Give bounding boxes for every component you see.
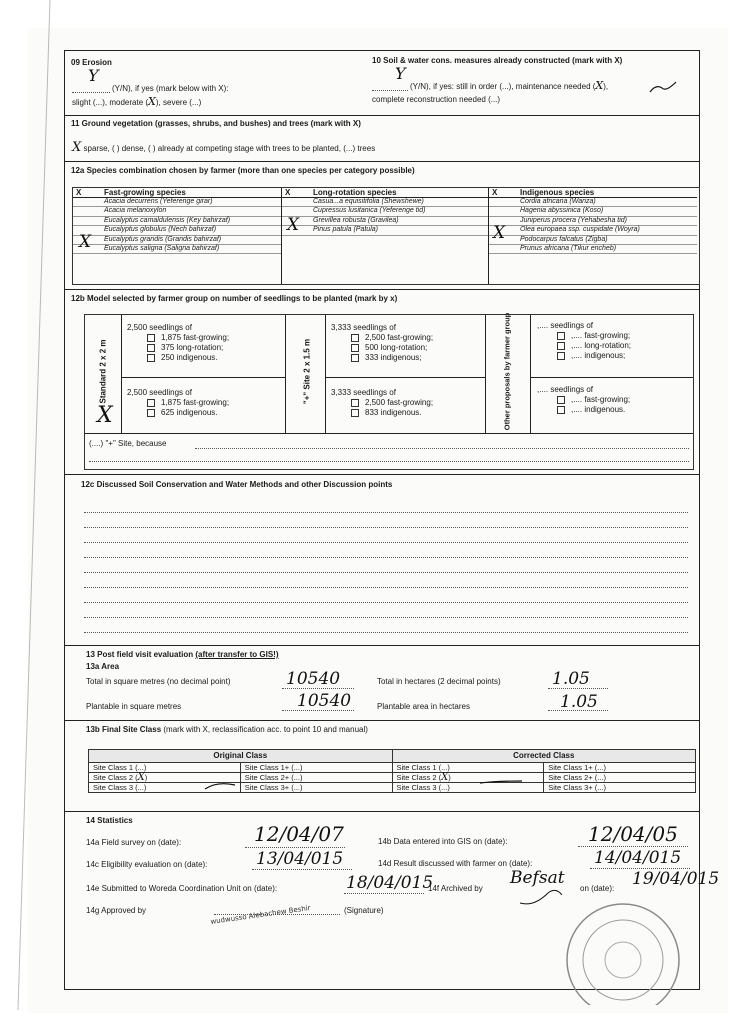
- long-species: Grevillea robusta (Gravilea): [310, 216, 488, 225]
- long-mark: X: [287, 215, 300, 235]
- long-species: Pinus patula (Patula): [310, 226, 488, 235]
- row-divider: [85, 433, 693, 434]
- fast-species: Acacia decurrens (Yeferenge girar): [101, 198, 281, 207]
- plus-site-reason-line[interactable]: [195, 448, 689, 449]
- fast-species: Eucalyptus globulus (Nech bahirzaf): [101, 226, 281, 235]
- orig-class-cell-marked: [89, 773, 241, 783]
- plant-sqm-value: 10540: [297, 691, 352, 711]
- plus-a-item: 2,500 fast-growing;: [365, 333, 434, 342]
- orig-class-2-label: Site Class 2 (: [93, 773, 138, 782]
- gis-entry-label: 14b Data entered into GIS on (date):: [378, 837, 508, 846]
- swc-yn-dots: [372, 90, 408, 91]
- col-divider: [285, 315, 286, 433]
- orig-class-cell: Site Class 3 (...): [89, 783, 241, 793]
- orig-class-close: ): [144, 773, 148, 782]
- swc-line2: complete reconstruction needed (...): [372, 95, 501, 104]
- field-line: [578, 846, 688, 847]
- discussion-title: 12c Discussed Soil Conservation and Water Methods and other Discussion points: [81, 480, 393, 489]
- checkbox[interactable]: [147, 409, 155, 417]
- discussion-line[interactable]: [84, 602, 688, 603]
- corr-class-cell: Site Class 3+ (...): [544, 783, 696, 793]
- final-class-title: [86, 725, 368, 735]
- eligibility-label: 14c Eligibility evaluation on (date):: [86, 860, 208, 869]
- plus-b-head: 3,333 seedlings of: [331, 388, 396, 397]
- col-x: X: [282, 188, 310, 198]
- final-class-title-text: 13b Final Site Class: [86, 725, 162, 734]
- other-proposals-label: Other proposals by farmer group: [502, 312, 512, 431]
- orig-class-cell: Site Class 1+ (...): [240, 763, 392, 773]
- approved-by-label: 14g Approved by: [86, 906, 147, 915]
- plant-ha-label: Plantable area in hectares: [377, 702, 470, 711]
- checkbox[interactable]: [351, 399, 359, 407]
- erosion-options: [72, 97, 201, 108]
- post-visit-title: [86, 650, 279, 660]
- official-seal-icon: [548, 895, 698, 1005]
- orig-class-cell: Site Class 3+ (...): [240, 783, 392, 793]
- std-a-item: 375 long-rotation;: [161, 343, 224, 352]
- corr-class-cell: Site Class 1 (...): [392, 763, 544, 773]
- other-b-item: ,.... indigenous.: [571, 405, 626, 414]
- long-header: Long-rotation species: [310, 188, 488, 198]
- vegetation-options: [72, 140, 376, 155]
- swc-title: 10 Soil & water cons. measures already constructed (mark with X): [372, 56, 623, 65]
- species-title: 12a Species combination chosen by farmer (more than one species per category possible): [71, 166, 415, 175]
- total-ha-value: 1.05: [552, 669, 590, 689]
- post-visit-title-text: 13 Post field visit evaluation: [86, 650, 194, 659]
- other-a-item: ,.... long-rotation;: [571, 341, 632, 350]
- field-line: [344, 893, 424, 894]
- corr-class-cell: Site Class 1+ (...): [544, 763, 696, 773]
- col-divider: [325, 315, 326, 433]
- discussion-line[interactable]: [84, 632, 688, 633]
- orig-class-cell: Site Class 1 (...): [89, 763, 241, 773]
- discussion-line[interactable]: [84, 542, 688, 543]
- swc-line1-text: (Y/N), if yes: still in order (...), maintenance needed (: [410, 82, 596, 91]
- std-b-item: 625 indigenous.: [161, 408, 218, 417]
- indig-mark: X: [493, 223, 506, 243]
- signature-label: (Signature): [344, 906, 384, 915]
- archived-label: 14f Archived by: [428, 884, 483, 893]
- other-a-block: [537, 321, 631, 361]
- statistics-title: 14 Statistics: [86, 816, 133, 825]
- plus-site-label: "+" Site 2 x 1.5 m: [302, 338, 312, 405]
- field-survey-date: 12/04/07: [254, 822, 344, 846]
- divider: [64, 474, 700, 475]
- divider: [64, 115, 700, 116]
- final-class-subtitle: (mark with X, reclassification acc. to point 10 and manual): [163, 725, 368, 734]
- total-sqm-value: 10540: [286, 669, 341, 689]
- indig-header: Indigenous species: [517, 188, 697, 198]
- eligibility-date: 13/04/015: [256, 849, 344, 869]
- corr-class-cell: Site Class 3 (...): [392, 783, 544, 793]
- plus-a-item: 500 long-rotation;: [365, 343, 428, 352]
- other-b-head: ,.... seedlings of: [537, 385, 594, 394]
- fast-species: Eucalyptus saligna (Saligna bahirzaf): [101, 245, 281, 254]
- erosion-moderate: moderate (: [109, 98, 149, 107]
- std-b-item: 1,875 fast-growing;: [161, 398, 230, 407]
- std-a-item: 1,875 fast-growing;: [161, 333, 230, 342]
- indig-species: Cordia africana (Wanza): [517, 198, 697, 207]
- other-a-item: ,.... fast-growing;: [571, 331, 631, 340]
- std-b-head: 2,500 seedlings of: [127, 388, 192, 397]
- checkbox[interactable]: [351, 334, 359, 342]
- field-line: [548, 710, 608, 711]
- col-divider: [530, 315, 531, 433]
- swc-line1-end: ),: [603, 82, 609, 91]
- discussion-line[interactable]: [84, 527, 688, 528]
- divider: [64, 811, 700, 812]
- field-line: [282, 688, 354, 689]
- plant-ha-value: 1.05: [560, 692, 598, 712]
- std-a-head: 2,500 seedlings of: [127, 323, 192, 332]
- discussion-line[interactable]: [84, 512, 688, 513]
- corr-class-close: ): [448, 773, 451, 782]
- model-mark: X: [97, 403, 113, 428]
- plus-a-item: 333 indigenous;: [365, 353, 422, 362]
- total-sqm-label: Total in square metres (no decimal point): [86, 677, 231, 686]
- divider: [64, 289, 700, 290]
- checkbox[interactable]: [557, 406, 565, 414]
- col-divider: [121, 315, 122, 433]
- fast-species: Eucalyptus grandis (Grandis bahirzaf): [101, 235, 281, 244]
- checkbox[interactable]: [147, 334, 155, 342]
- checkbox[interactable]: [147, 399, 155, 407]
- corr-class-cell-marked: [392, 773, 544, 783]
- std-b-block: [127, 388, 229, 418]
- other-b-block: [537, 385, 630, 415]
- erosion-severe: severe (...): [163, 98, 202, 107]
- indig-species: Podocarpus falcatus (Zigba): [517, 235, 697, 244]
- erosion-yn-dots: [72, 92, 110, 93]
- fast-mark: X: [79, 232, 92, 252]
- archived-on-label: on (date):: [580, 884, 615, 893]
- original-class-header: Original Class: [89, 750, 393, 763]
- orig-class-cell: Site Class 2+ (...): [240, 773, 392, 783]
- erosion-moderate-end: ),: [155, 98, 161, 107]
- field-survey-label: 14a Field survey on (date):: [86, 838, 182, 847]
- checkbox[interactable]: [557, 342, 565, 350]
- checkbox[interactable]: [557, 332, 565, 340]
- erosion-line1: (Y/N), if yes (mark below with X):: [112, 84, 229, 93]
- row-divider: [325, 377, 485, 378]
- erosion-yn-value: Y: [88, 66, 99, 85]
- plus-a-head: 3,333 seedlings of: [331, 323, 396, 332]
- erosion-slight: slight (...),: [72, 98, 108, 107]
- plant-sqm-label: Plantable in square metres: [86, 702, 182, 711]
- field-line: [282, 710, 354, 711]
- checkbox[interactable]: [351, 409, 359, 417]
- erosion-moderate-mark: X: [148, 95, 156, 108]
- fast-header: Fast-growing species: [101, 188, 281, 198]
- checkbox[interactable]: [351, 344, 359, 352]
- plus-b-block: [331, 388, 433, 418]
- checkbox[interactable]: [557, 396, 565, 404]
- row-divider: [530, 377, 693, 378]
- field-line: [245, 847, 345, 848]
- model-table: [84, 314, 694, 470]
- col-divider: [485, 315, 486, 433]
- checkbox[interactable]: [557, 352, 565, 360]
- divider: [64, 645, 700, 646]
- vegetation-title: 11 Ground vegetation (grasses, shrubs, and bushes) and trees (mark with X): [71, 119, 361, 128]
- post-visit-title-note: (after transfer to GIS!): [195, 650, 279, 659]
- other-a-item: ,.... indigenous;: [571, 351, 626, 360]
- area-title: 13a Area: [86, 662, 120, 671]
- orig-class-mark: X: [137, 772, 145, 783]
- other-b-item: ,.... fast-growing;: [571, 395, 631, 404]
- indig-species: Hagenia abyssinica (Koso): [517, 207, 697, 216]
- swc-line1: [410, 81, 608, 92]
- indig-species: Prunus africana (Tikur encheb): [517, 245, 697, 254]
- fast-species: Eucalyptus camaldulensis (Key bahirzaf): [101, 216, 281, 225]
- fast-species: Acacia melanoxylon: [101, 207, 281, 216]
- plus-site-reason-label: (....) "+" Site, because: [89, 439, 167, 448]
- checkbox[interactable]: [147, 354, 155, 362]
- other-a-head: ,.... seedlings of: [537, 321, 594, 330]
- row-divider: [121, 377, 285, 378]
- archived-date: 19/04/015: [632, 869, 720, 889]
- plus-b-item: 833 indigenous.: [365, 408, 422, 417]
- corrected-class-header: Corrected Class: [392, 750, 696, 763]
- corr-class-mark: X: [441, 772, 449, 783]
- corr-class-cell: Site Class 2+ (...): [544, 773, 696, 783]
- std-a-block: [127, 323, 229, 363]
- species-table: [72, 187, 700, 285]
- discussion-line[interactable]: [84, 587, 688, 588]
- col-x: X: [73, 188, 101, 198]
- total-ha-label: Total in hectares (2 decimal points): [377, 677, 501, 686]
- result-discussed-label: 14d Result discussed with farmer on (date):: [378, 859, 533, 868]
- erosion-title: 09 Erosion: [71, 58, 112, 67]
- swc-yn-value: Y: [395, 64, 406, 83]
- std-a-item: 250 indigenous.: [161, 353, 218, 362]
- indig-species: Olea europaea ssp. cuspidate (Woyra): [517, 226, 697, 235]
- corr-class-2-label: Site Class 2 (: [396, 773, 442, 782]
- divider: [64, 720, 700, 721]
- discussion-line[interactable]: [84, 557, 688, 558]
- gis-entry-date: 12/04/05: [588, 822, 678, 846]
- checkbox[interactable]: [351, 354, 359, 362]
- indig-species: Juniperus procera (Yehabesha tid): [517, 216, 697, 225]
- divider: [64, 161, 700, 162]
- field-line: [252, 869, 352, 870]
- archived-by-name: Befsat: [510, 868, 565, 888]
- woreda-submit-date: 18/04/015: [346, 873, 434, 893]
- model-title: 12b Model selected by farmer group on number of seedlings to be planted (mark by x): [71, 294, 398, 303]
- swc-maint-mark: X: [595, 79, 604, 92]
- vegetation-text: sparse, ( ) dense, ( ) already at competing stage with trees to be planted, (...) trees: [83, 144, 376, 153]
- woreda-submit-label: 14e Submitted to Woreda Coordination Unit on (date):: [86, 884, 278, 893]
- discussion-line[interactable]: [84, 572, 688, 573]
- standard-label: Standard 2 x 2 m: [98, 339, 108, 404]
- discussion-line[interactable]: [84, 617, 688, 618]
- field-line: [548, 688, 608, 689]
- long-species: Casua...a equisitifolia (Shewshewe): [310, 198, 488, 207]
- checkbox[interactable]: [147, 344, 155, 352]
- plus-site-reason-line[interactable]: [89, 461, 689, 462]
- vegetation-mark: X: [72, 140, 82, 155]
- site-class-table: [88, 749, 696, 793]
- result-discussed-date: 14/04/015: [594, 848, 682, 868]
- approver-stamp-name: wudwusso Alebachew Beshir: [210, 903, 312, 926]
- plus-a-block: [331, 323, 433, 363]
- plus-b-item: 2,500 fast-growing;: [365, 398, 434, 407]
- col-x: X: [489, 188, 517, 198]
- long-species: Cupressus lusitanica (Yeferenge tid): [310, 207, 488, 216]
